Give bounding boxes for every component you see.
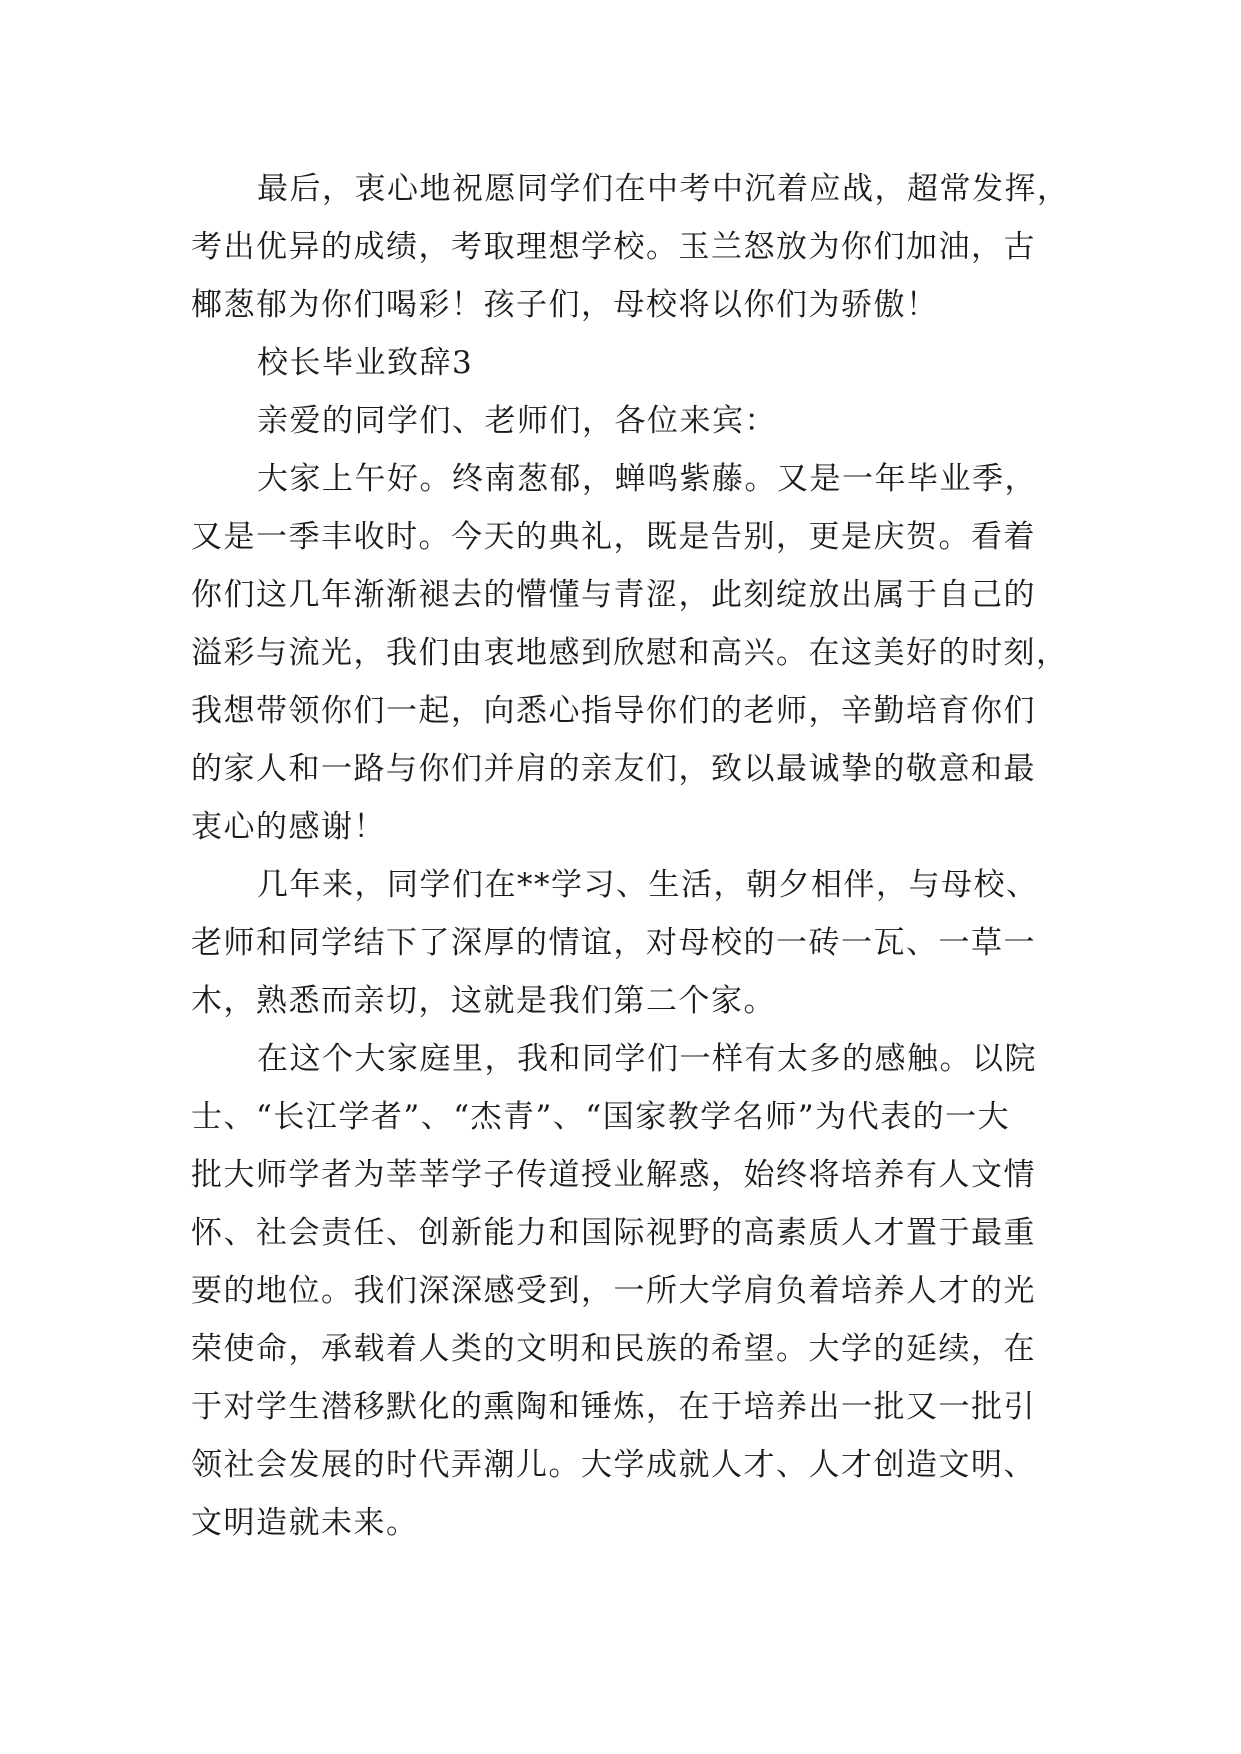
text-line: 几年来，同学们在**学习、生活，朝夕相伴，与母校、: [257, 867, 1039, 903]
text-line: 你们这几年渐渐褪去的懵懂与青涩，此刻绽放出属于自己的: [191, 577, 1036, 613]
text-line: 于对学生潜移默化的熏陶和锤炼，在于培养出一批又一批引: [191, 1389, 1036, 1425]
text-line: 木，熟悉而亲切，这就是我们第二个家。: [191, 983, 776, 1019]
text-line: 溢彩与流光，我们由衷地感到欣慰和高兴。在这美好的时刻，: [191, 635, 1069, 671]
text-line: 领社会发展的时代弄潮儿。大学成就人才、人才创造文明、: [191, 1447, 1036, 1483]
paragraph-greeting: [191, 392, 1061, 450]
text-line: 士、“长江学者”、“杰青”、“国家教学名师”为代表的一大: [191, 1099, 1011, 1135]
text-line: 又是一季丰收时。今天的典礼，既是告别，更是庆贺。看着: [191, 519, 1036, 555]
text-line: 批大师学者为莘莘学子传道授业解惑，始终将培养有人文情: [191, 1157, 1036, 1193]
text-line: 亲爱的同学们、老师们，各位来宾：: [257, 403, 777, 439]
text-line: 的家人和一路与你们并肩的亲友们，致以最诚挚的敬意和最: [191, 751, 1036, 787]
text-line: 要的地位。我们深深感受到，一所大学肩负着培养人才的光: [191, 1273, 1036, 1309]
paragraph-years-together: [191, 856, 1061, 1030]
paragraph-big-family: [191, 1030, 1061, 1552]
section-title: [191, 334, 1061, 392]
text-line: 我想带领你们一起，向悉心指导你们的老师，辛勤培育你们: [191, 693, 1036, 729]
text-line: 考出优异的成绩，考取理想学校。玉兰怒放为你们加油，古: [191, 229, 1036, 265]
text-line: 大家上午好。终南葱郁，蝉鸣紫藤。又是一年毕业季，: [257, 461, 1037, 497]
document-page: [191, 160, 1070, 1552]
paragraph-opening: [191, 450, 1069, 856]
text-line: 怀、社会责任、创新能力和国际视野的高素质人才置于最重: [191, 1215, 1036, 1251]
text-line: 校长毕业致辞3: [257, 345, 474, 381]
text-line: 老师和同学结下了深厚的情谊，对母校的一砖一瓦、一草一: [191, 925, 1036, 961]
text-line: 最后，衷心地祝愿同学们在中考中沉着应战，超常发挥，: [257, 171, 1070, 207]
text-line: 衷心的感谢！: [191, 809, 386, 845]
text-line: 椰葱郁为你们喝彩！孩子们，母校将以你们为骄傲！: [191, 287, 939, 323]
text-line: 荣使命，承载着人类的文明和民族的希望。大学的延续，在: [191, 1331, 1036, 1367]
text-line: 在这个大家庭里，我和同学们一样有太多的感触。以院: [257, 1041, 1037, 1077]
paragraph-closing-wish: [191, 160, 1070, 334]
text-line: 文明造就未来。: [191, 1505, 419, 1541]
